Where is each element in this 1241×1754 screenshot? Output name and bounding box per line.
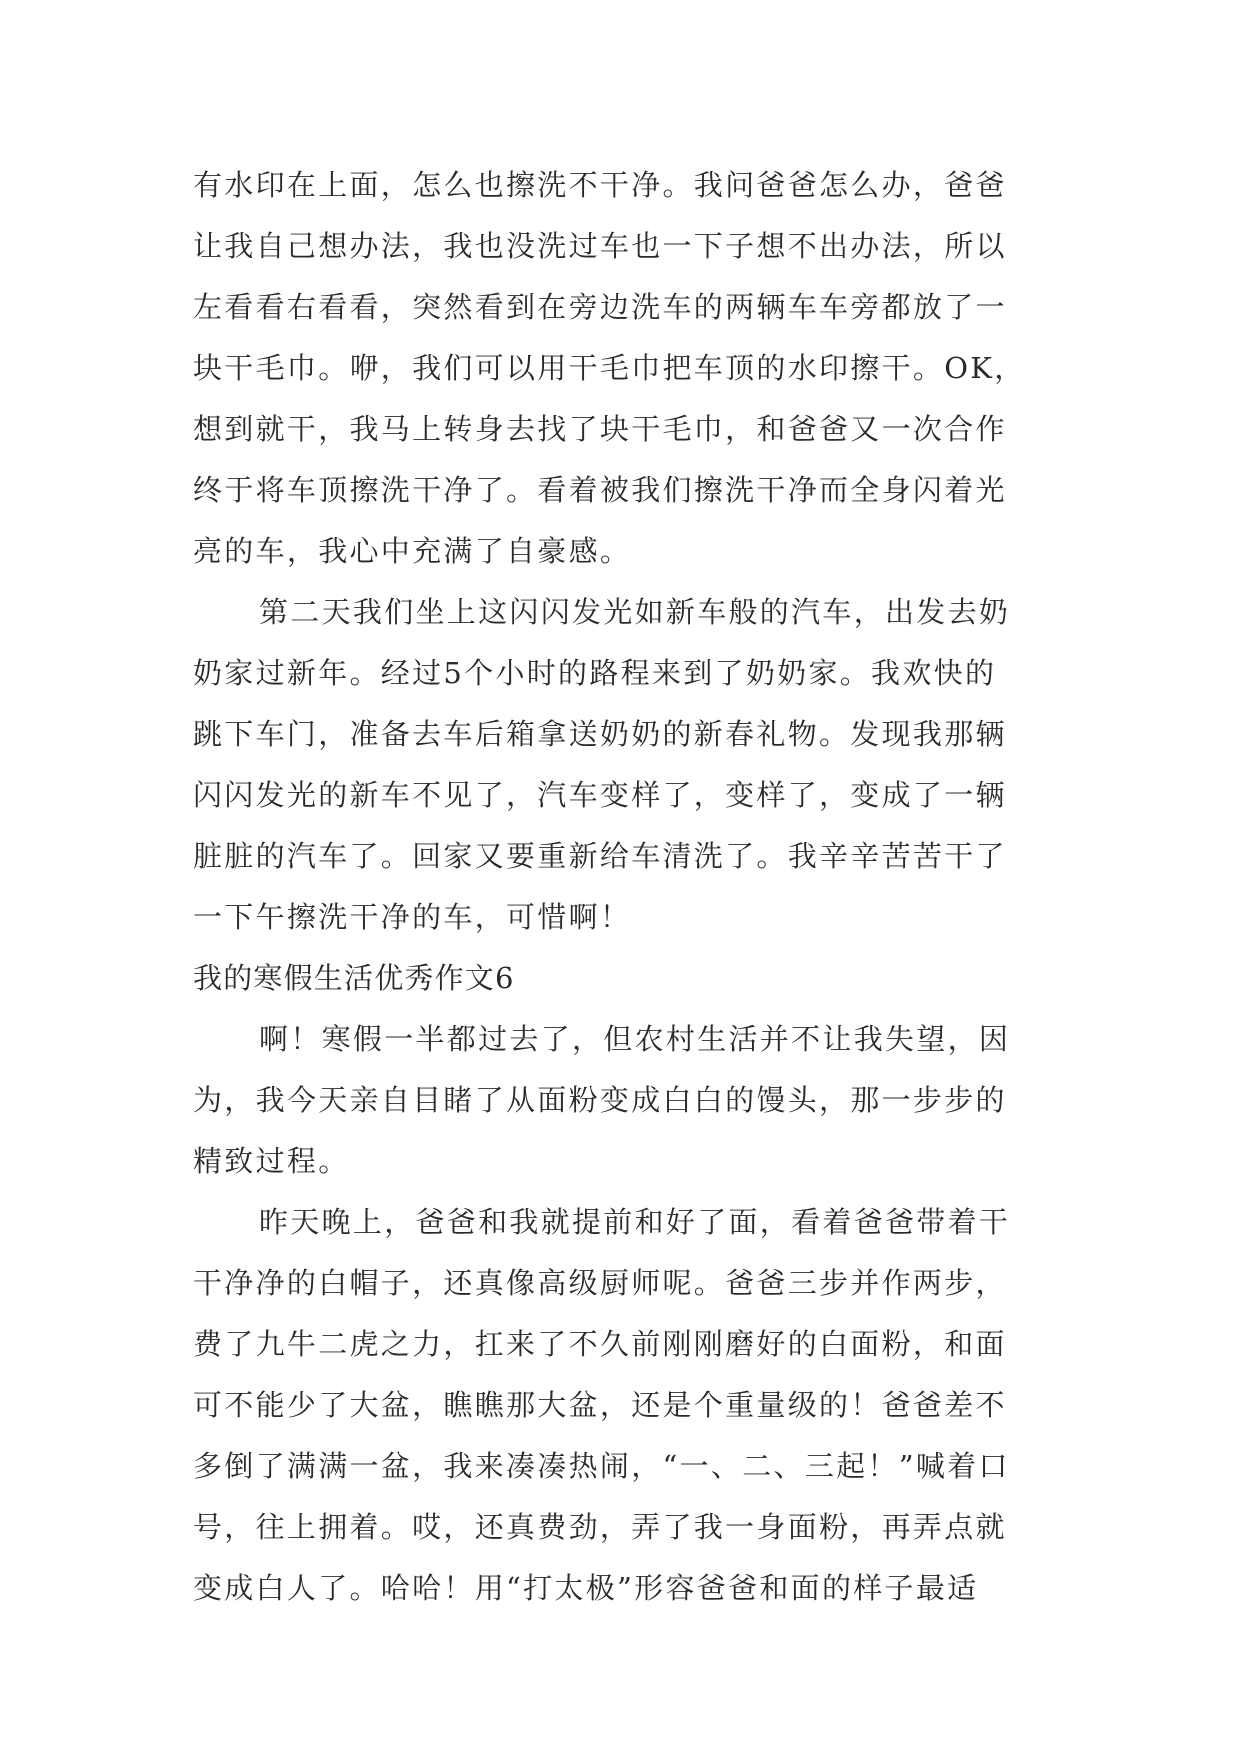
- text-line: 闪闪发光的新车不见了，汽车变样了，变样了，变成了一辆: [193, 778, 1007, 812]
- text-line: 亮的车，我心中充满了自豪感。: [193, 534, 632, 568]
- text-line: 奶家过新年。经过5个小时的路程来到了奶奶家。我欢快的: [193, 656, 997, 690]
- text-line: 跳下车门，准备去车后箱拿送奶奶的新春礼物。发现我那辆: [193, 717, 1007, 751]
- text-line: 精致过程。: [193, 1144, 350, 1178]
- paragraph-3: [193, 1009, 1053, 1192]
- text-line: 为，我今天亲自目睹了从面粉变成白白的馒头，那一步步的: [193, 1083, 1007, 1117]
- text-line: 啊！寒假一半都过去了，但农村生活并不让我失望，因: [259, 1022, 1011, 1056]
- text-line: 变成白人了。哈哈！用“打太极”形容爸爸和面的样子最适: [193, 1571, 979, 1605]
- paragraph-2: [193, 582, 1053, 948]
- text-line: 让我自己想办法，我也没洗过车也一下子想不出办法，所以: [193, 229, 1007, 263]
- text-line: 费了九牛二虎之力，扛来了不久前刚刚磨好的白面粉，和面: [193, 1327, 1007, 1361]
- paragraph-4: [193, 1192, 1053, 1619]
- text-line: 有水印在上面，怎么也擦洗不干净。我问爸爸怎么办，爸爸: [193, 168, 1007, 202]
- section-heading: 我的寒假生活优秀作文6: [193, 961, 515, 995]
- text-line: 可不能少了大盆，瞧瞧那大盆，还是个重量级的！爸爸差不: [193, 1388, 1007, 1422]
- text-line: 昨天晚上，爸爸和我就提前和好了面，看着爸爸带着干: [259, 1205, 1011, 1239]
- text-line: 第二天我们坐上这闪闪发光如新车般的汽车，出发去奶: [259, 595, 1011, 629]
- paragraph-1: [193, 155, 1053, 582]
- text-line: 想到就干，我马上转身去找了块干毛巾，和爸爸又一次合作: [193, 412, 1007, 446]
- text-line: 号，往上拥着。哎，还真费劲，弄了我一身面粉，再弄点就: [193, 1510, 1007, 1544]
- text-line: 多倒了满满一盆，我来凑凑热闹，“一、二、三起！”喊着口: [193, 1449, 1010, 1483]
- text-line: 块干毛巾。咿，我们可以用干毛巾把车顶的水印擦干。OK，: [193, 351, 1026, 385]
- text-line: 脏脏的汽车了。回家又要重新给车清洗了。我辛辛苦苦干了: [193, 839, 1007, 873]
- document-body: [193, 155, 1053, 1619]
- text-line: 左看看右看看，突然看到在旁边洗车的两辆车车旁都放了一: [193, 290, 1007, 324]
- text-line: 干净净的白帽子，还真像高级厨师呢。爸爸三步并作两步，: [193, 1266, 1007, 1300]
- text-line: 终于将车顶擦洗干净了。看着被我们擦洗干净而全身闪着光: [193, 473, 1007, 507]
- text-line: 一下午擦洗干净的车，可惜啊！: [193, 900, 632, 934]
